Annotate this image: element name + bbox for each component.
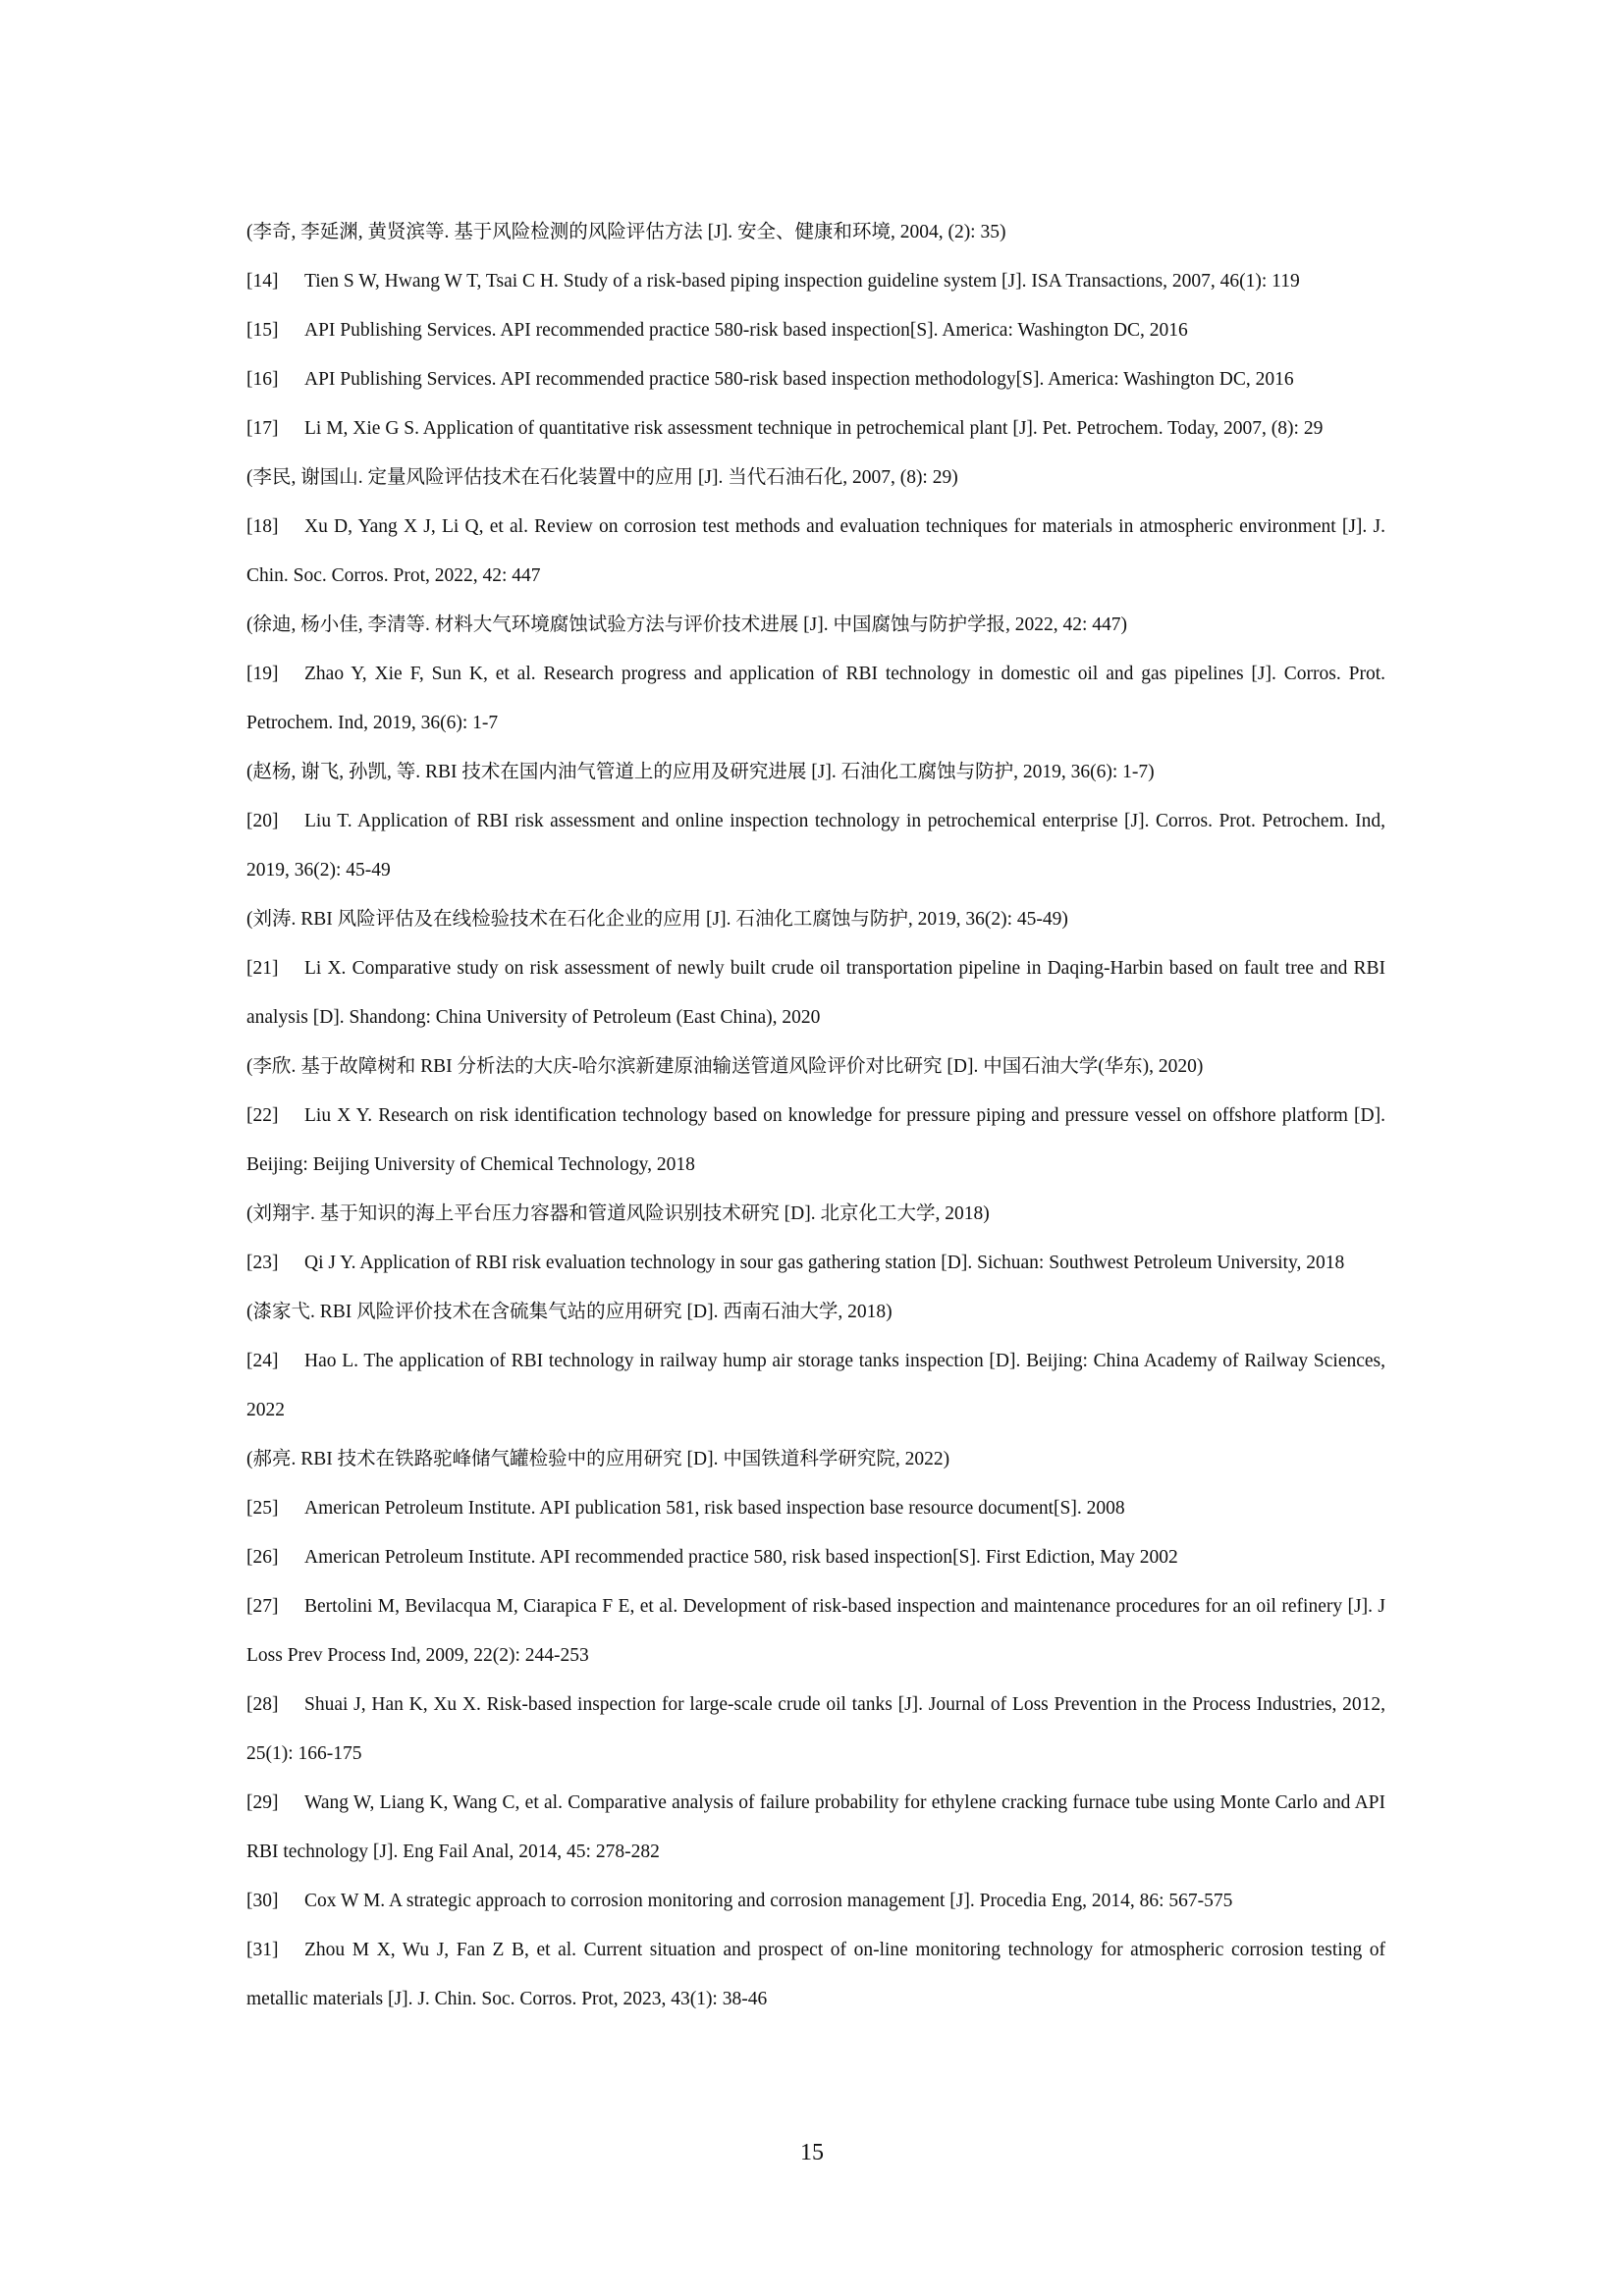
- reference-text: Liu T. Application of RBI risk assessment and online inspection technology in petrochemical enterprise [J]. Corros. Prot. Petrochem. Ind, 2019, 36(2): 45-49: [246, 811, 1385, 881]
- reference-entry: [246, 944, 1385, 1042]
- reference-chinese-translation: (徐迪, 杨小佳, 李清等. 材料大气环境腐蚀试验方法与评价技术进展 [J]. 中国腐蚀与防护学报, 2022, 42: 447): [246, 614, 1127, 635]
- reference-text: Li M, Xie G S. Application of quantitative risk assessment technique in petrochemical plant [J]. Pet. Petrochem. Today, 2007, (8): 29: [304, 418, 1324, 439]
- reference-number: [25]: [246, 1498, 279, 1519]
- reference-entry: [246, 503, 1385, 601]
- reference-number: [24]: [246, 1351, 279, 1371]
- reference-list: [246, 208, 1385, 2024]
- reference-number: [27]: [246, 1596, 279, 1617]
- reference-chinese-translation: (刘翔宇. 基于知识的海上平台压力容器和管道风险识别技术研究 [D]. 北京化工大学, 2018): [246, 1203, 990, 1224]
- reference-text: Li X. Comparative study on risk assessment of newly built crude oil transportation pipeline in Daqing-Harbin based on fault tree and RBI analysis [D]. Shandong: China University of Petroleum (East China), 2020: [246, 958, 1385, 1028]
- reference-text: Bertolini M, Bevilacqua M, Ciarapica F E, et al. Development of risk-based inspection and maintenance procedures for an oil refinery [J]. J Loss Prev Process Ind, 2009, 22(2): 244-253: [246, 1596, 1385, 1666]
- reference-chinese-translation: (漆家弋. RBI 风险评价技术在含硫集气站的应用研究 [D]. 西南石油大学, 2018): [246, 1302, 893, 1322]
- reference-text: API Publishing Services. API recommended practice 580-risk based inspection methodology[S]. America: Washington DC, 2016: [304, 369, 1294, 390]
- reference-entry: [246, 1582, 1385, 1681]
- reference-entry: [246, 306, 1385, 355]
- reference-entry: [246, 1681, 1385, 1779]
- reference-chinese-translation: (郝亮. RBI 技术在铁路驼峰储气罐检验中的应用研究 [D]. 中国铁道科学研究院, 2022): [246, 1449, 950, 1469]
- reference-entry: [246, 1533, 1385, 1582]
- reference-entry: [246, 1779, 1385, 1877]
- reference-text: Shuai J, Han K, Xu X. Risk-based inspection for large-scale crude oil tanks [J]. Journal of Loss Prevention in the Process Industries, 2012, 25(1): 166-175: [246, 1694, 1385, 1764]
- page-number: 15: [800, 2140, 824, 2165]
- reference-number: [19]: [246, 664, 279, 684]
- reference-text: Wang W, Liang K, Wang C, et al. Comparative analysis of failure probability for ethylene cracking furnace tube using Monte Carlo and API RBI technology [J]. Eng Fail Anal, 2014, 45: 278-282: [246, 1792, 1385, 1862]
- reference-number: [30]: [246, 1891, 279, 1911]
- reference-number: [23]: [246, 1253, 279, 1273]
- reference-text: American Petroleum Institute. API recommended practice 580, risk based inspection[S]. First Ediction, May 2002: [304, 1547, 1178, 1568]
- reference-number: [20]: [246, 811, 279, 831]
- reference-number: [22]: [246, 1105, 279, 1126]
- reference-chinese-translation: (李欣. 基于故障树和 RBI 分析法的大庆-哈尔滨新建原油输送管道风险评价对比研究 [D]. 中国石油大学(华东), 2020): [246, 1056, 1204, 1077]
- reference-text: Xu D, Yang X J, Li Q, et al. Review on corrosion test methods and evaluation techniques for materials in atmospheric environment [J]. J. Chin. Soc. Corros. Prot, 2022, 42: 447: [246, 516, 1385, 586]
- reference-entry: [246, 1337, 1385, 1435]
- reference-entry: [246, 355, 1385, 404]
- reference-text: Hao L. The application of RBI technology in railway hump air storage tanks inspection [D]. Beijing: China Academy of Railway Sciences, 2022: [246, 1351, 1385, 1420]
- reference-text: Zhao Y, Xie F, Sun K, et al. Research progress and application of RBI technology in domestic oil and gas pipelines [J]. Corros. Prot. Petrochem. Ind, 2019, 36(6): 1-7: [246, 664, 1385, 733]
- reference-text: American Petroleum Institute. API publication 581, risk based inspection base resource document[S]. 2008: [304, 1498, 1125, 1519]
- reference-text: Tien S W, Hwang W T, Tsai C H. Study of a risk-based piping inspection guideline system [J]. ISA Transactions, 2007, 46(1): 119: [304, 271, 1300, 292]
- reference-chinese-translation: (李奇, 李延渊, 黄贤滨等. 基于风险检测的风险评估方法 [J]. 安全、健康和环境, 2004, (2): 35): [246, 222, 1006, 242]
- reference-text: API Publishing Services. API recommended practice 580-risk based inspection[S]. America: Washington DC, 2016: [304, 320, 1188, 341]
- reference-text: Zhou M X, Wu J, Fan Z B, et al. Current situation and prospect of on-line monitoring technology for atmospheric corrosion testing of metallic materials [J]. J. Chin. Soc. Corros. Prot, 2023, 43(1): 38-46: [246, 1940, 1385, 2009]
- reference-entry: [246, 797, 1385, 895]
- reference-entry: [246, 1926, 1385, 2024]
- reference-text: Liu X Y. Research on risk identification technology based on knowledge for pressure piping and pressure vessel on offshore platform [D]. Beijing: Beijing University of Chemical Technology, 2018: [246, 1105, 1385, 1175]
- reference-number: [28]: [246, 1694, 279, 1715]
- reference-number: [14]: [246, 271, 279, 292]
- reference-entry: [246, 1484, 1385, 1533]
- reference-number: [21]: [246, 958, 279, 979]
- reference-number: [15]: [246, 320, 279, 341]
- reference-number: [31]: [246, 1940, 279, 1960]
- reference-number: [29]: [246, 1792, 279, 1813]
- reference-chinese-translation: (赵杨, 谢飞, 孙凯, 等. RBI 技术在国内油气管道上的应用及研究进展 [J]. 石油化工腐蚀与防护, 2019, 36(6): 1-7): [246, 762, 1155, 782]
- reference-entry: [246, 1877, 1385, 1926]
- reference-entry: [246, 404, 1385, 454]
- reference-text: Cox W M. A strategic approach to corrosion monitoring and corrosion management [J]. Procedia Eng, 2014, 86: 567-575: [304, 1891, 1233, 1911]
- reference-chinese-translation: (刘涛. RBI 风险评估及在线检验技术在石化企业的应用 [J]. 石油化工腐蚀与防护, 2019, 36(2): 45-49): [246, 909, 1068, 930]
- reference-number: [18]: [246, 516, 279, 537]
- reference-number: [17]: [246, 418, 279, 439]
- reference-entry: [246, 650, 1385, 748]
- reference-entry: [246, 257, 1385, 306]
- reference-text: Qi J Y. Application of RBI risk evaluation technology in sour gas gathering station [D]. Sichuan: Southwest Petroleum University, 2018: [304, 1253, 1345, 1273]
- reference-entry: [246, 1239, 1385, 1288]
- reference-number: [26]: [246, 1547, 279, 1568]
- reference-entry: [246, 1092, 1385, 1190]
- reference-number: [16]: [246, 369, 279, 390]
- reference-chinese-translation: (李民, 谢国山. 定量风险评估技术在石化装置中的应用 [J]. 当代石油石化, 2007, (8): 29): [246, 467, 958, 488]
